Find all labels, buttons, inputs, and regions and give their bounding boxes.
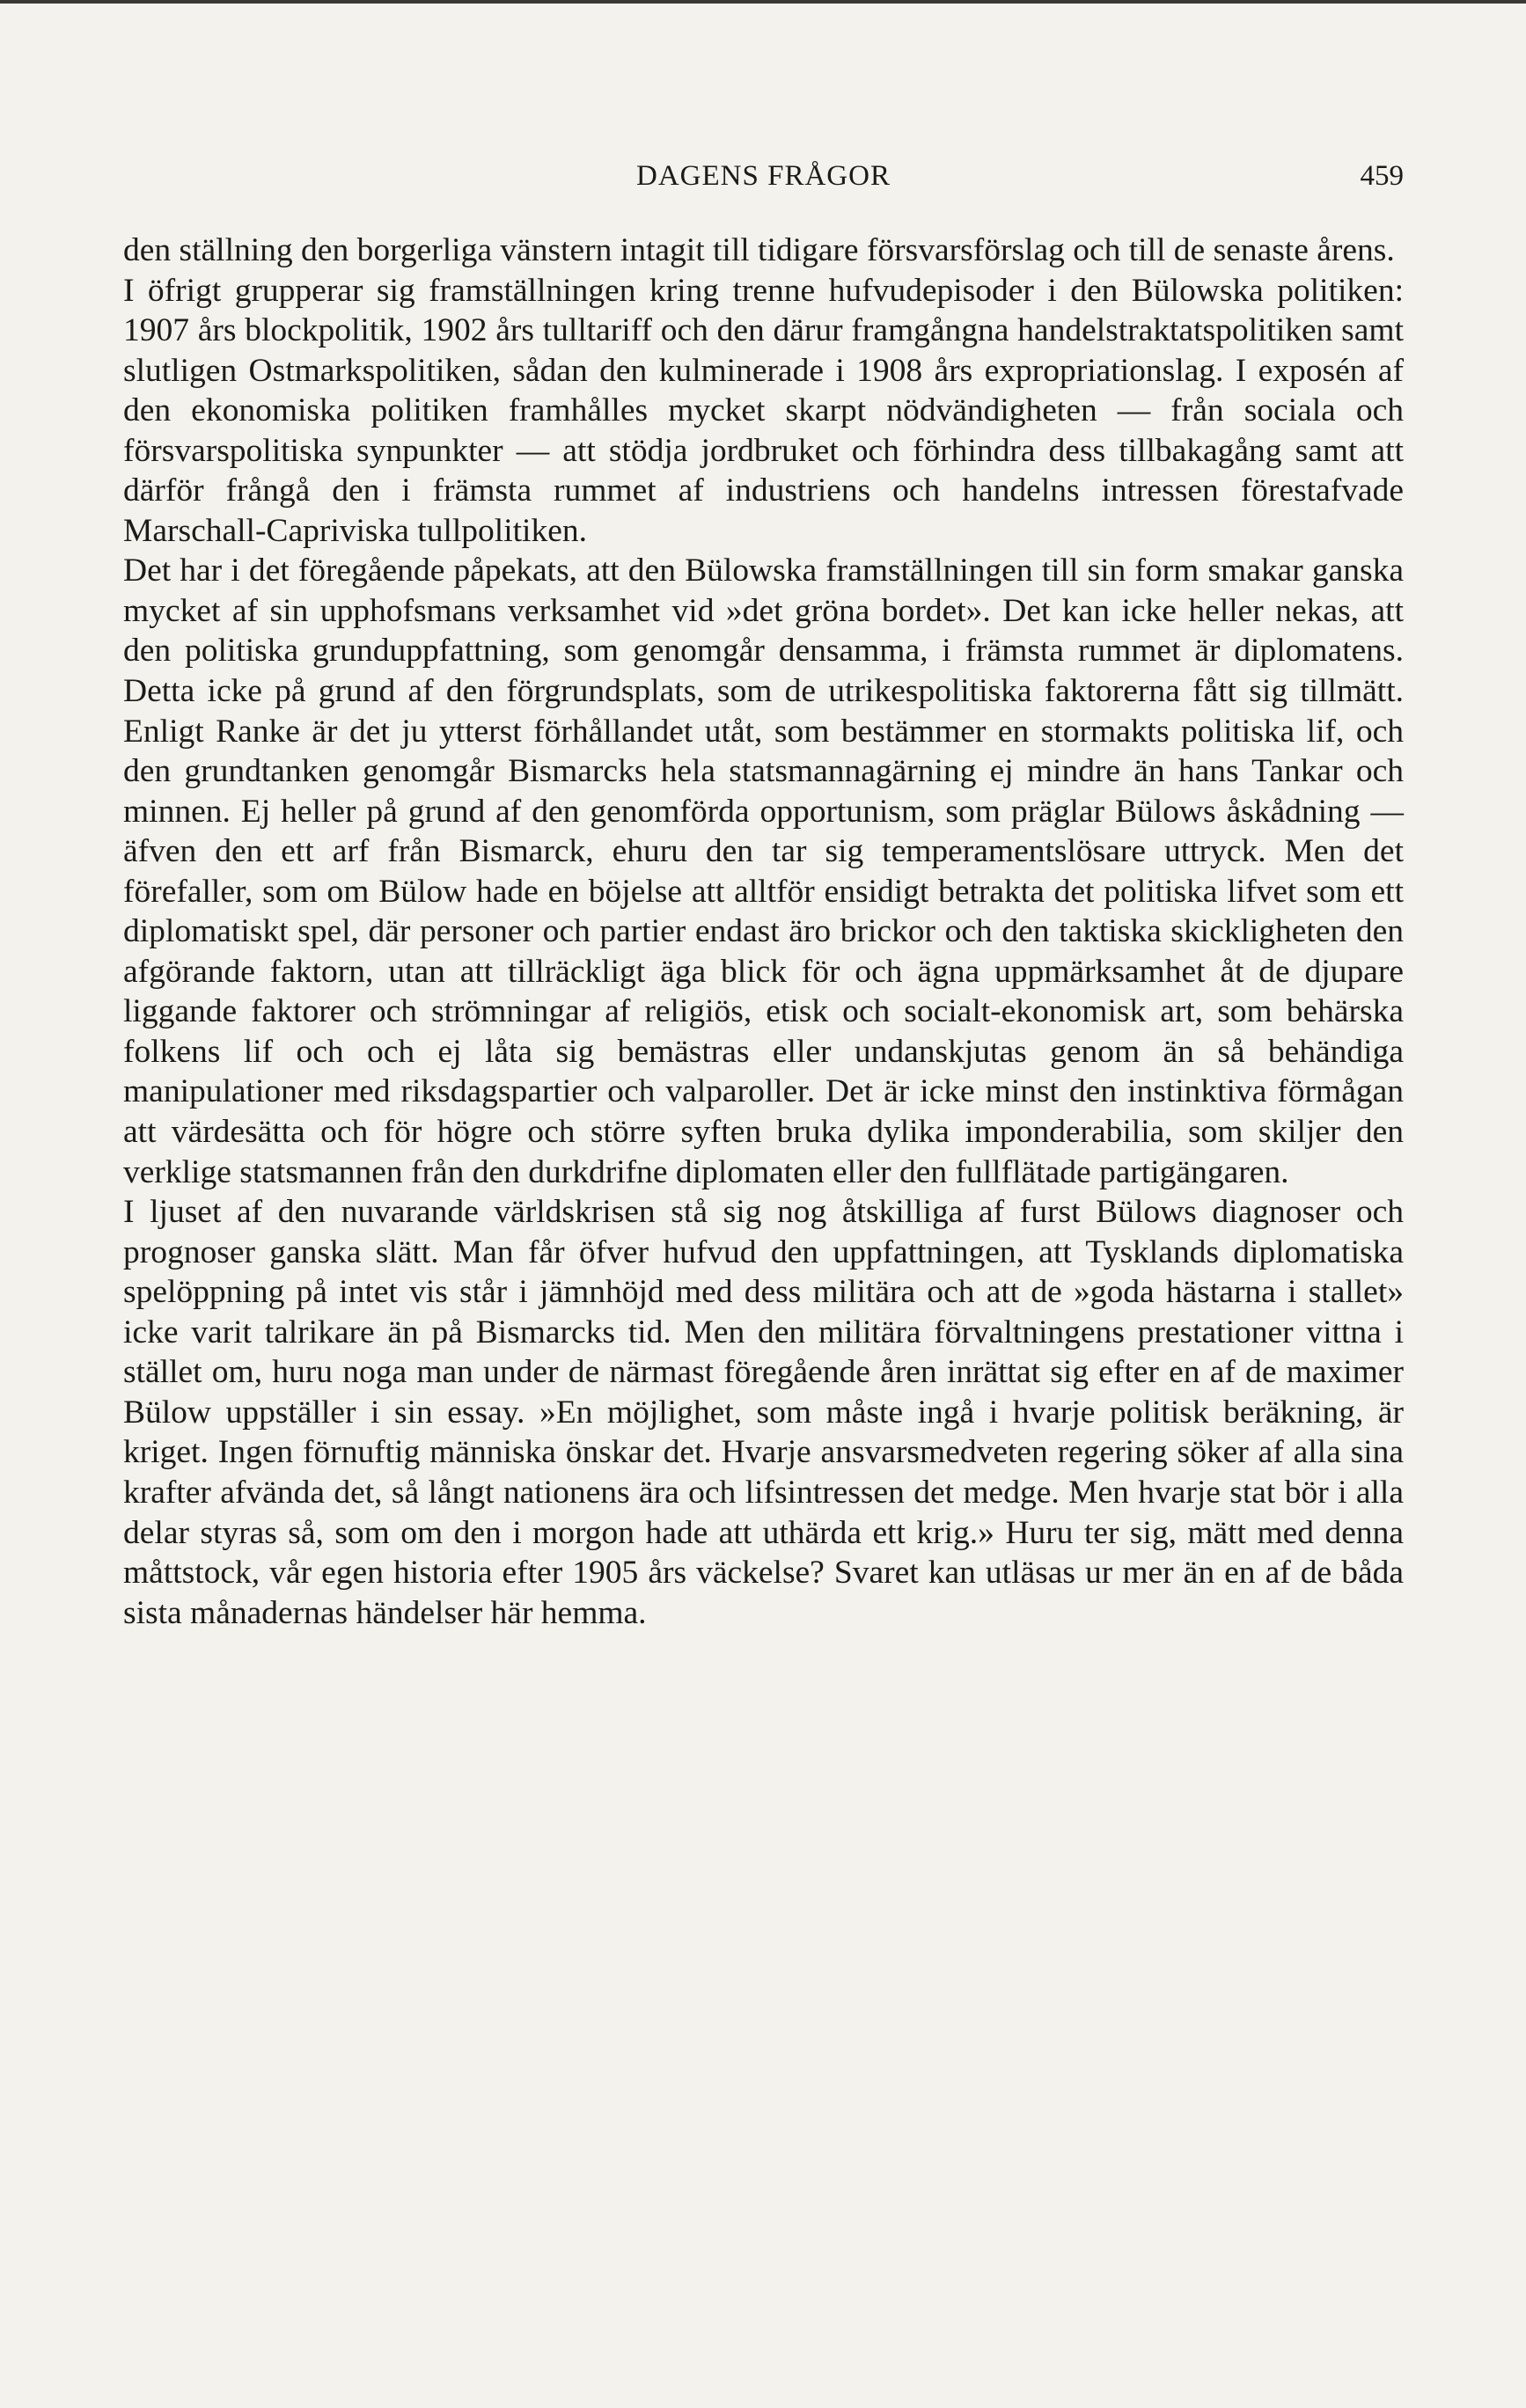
paragraph-4: I ljuset af den nuvarande världskrisen stå sig nog åtskilliga af furst Bülows diagnoser och prognoser ganska slätt. Man får öfver hufvud den uppfattningen, att Tysklands diplomatiska spelöppning på intet vis står i jämnhöjd med dess militära och att de »goda hästarna i stallet» icke varit talrikare än på Bismarcks tid. Men den militära förvaltningens prestationer vittna i stället om, huru noga man under de närmast föregående åren inrättat sig efter en af de maximer Bülow uppställer i sin essay. »En möjlighet, som måste ingå i hvarje politisk beräkning, är kriget. Ingen förnuftig människa önskar det. Hvarje ansvarsmedveten regering söker af alla sina krafter afvända det, så långt nationens ära och lifsintressen det medge. Men hvarje stat bör i alla delar styras så, som om den i morgon hade att uthärda ett krig.» Huru ter sig, mätt med denna måttstock, vår egen historia efter 1905 års väckelse? Svaret kan utläsas ur mer än en af de båda sista månadernas händelser här hemma. [123,1194,1404,1631]
body-text [123,231,1404,1633]
paragraph-2: I öfrigt grupperar sig framställningen kring trenne hufvudepisoder i den Bülowska politiken: 1907 års blockpolitik, 1902 års tulltariff och den därur framgångna handelstraktatspolitiken samt slutligen Ostmarkspolitiken, sådan den kulminerade i 1908 års expropriationslag. I exposén af den ekonomiska politiken framhålles mycket skarpt nödvändigheten — från sociala och försvarspolitiska synpunkter — att stödja jordbruket och förhindra dess tillbakagång samt att därför frångå den i främsta rummet af industriens och handelns intressen förestafvade Marschall-Capriviska tullpolitiken. [123,272,1404,549]
page-number: 459 [1360,160,1404,192]
page-header [123,160,1404,204]
running-head: DAGENS FRÅGOR [636,160,891,192]
paragraph-1: den ställning den borgerliga vänstern intagit till tidigare försvarsförslag och till de senaste årens. [123,232,1395,268]
top-edge-rule [0,0,1526,4]
paragraph-3: Det har i det föregående påpekats, att den Bülowska framställningen till sin form smakar ganska mycket af sin upphofsmans verksamhet vid »det gröna bordet». Det kan icke heller nekas, att den politiska grunduppfattning, som genomgår densamma, i främsta rummet är diplomatens. Detta icke på grund af den förgrundsplats, som de utrikespolitiska faktorerna fått sig tillmätt. Enligt Ranke är det ju ytterst förhållandet utåt, som bestämmer en stormakts politiska lif, och den grundtanken genomgår Bismarcks hela statsmannagärning ej mindre än hans Tankar och minnen. Ej heller på grund af den genomförda opportunism, som präglar Bülows åskådning — äfven den ett arf från Bismarck, ehuru den tar sig temperamentslösare uttryck. Men det förefaller, som om Bülow hade en böjelse att alltför ensidigt betrakta det politiska lifvet som ett diplomatiskt spel, där personer och partier endast äro brickor och den taktiska skickligheten den afgörande faktorn, utan att tillräckligt äga blick för och ägna uppmärksamhet åt de djupare liggande faktorer och strömningar af religiös, etisk och socialt-ekonomisk art, som behärska folkens lif och och ej låta sig bemästras eller undanskjutas genom än så behändiga manipulationer med riksdagspartier och valparoller. Det är icke minst den instinktiva förmågan att värdesätta och för högre och större syften bruka dylika imponderabilia, som skiljer den verklige statsmannen från den durkdrifne diplomaten eller den fullflätade partigängaren. [123,553,1404,1190]
